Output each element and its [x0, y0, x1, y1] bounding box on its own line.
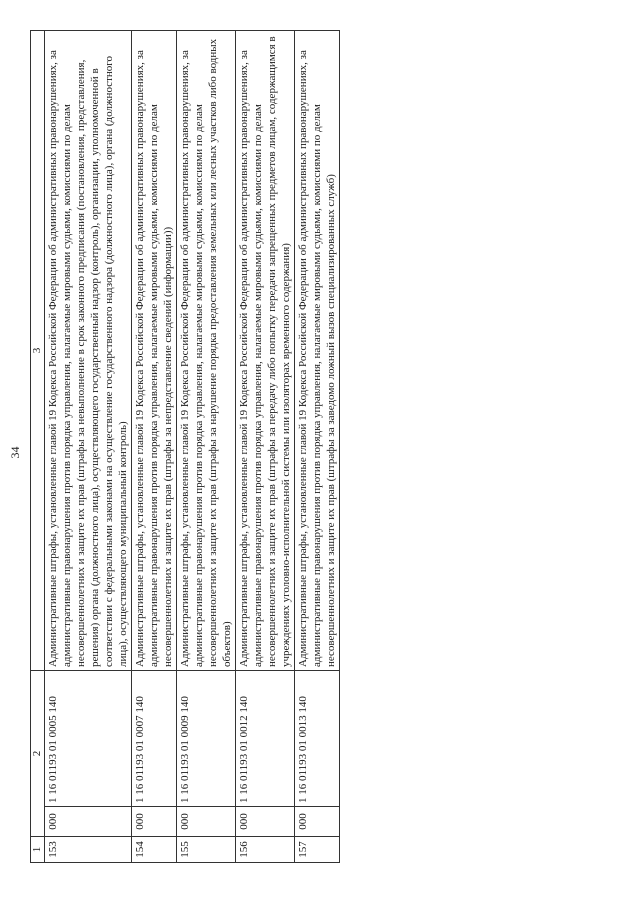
admin-code: 000: [295, 807, 340, 837]
header-col-2: 2: [31, 671, 45, 837]
table-row: [132, 31, 177, 863]
admin-code: 000: [177, 807, 236, 837]
budget-code: 1 16 01193 01 0009 140: [177, 671, 236, 807]
revenue-description: Административные штрафы, установленные главой 19 Кодекса Российской Федерации об административных правонарушениях, за административные правонарушения против порядка управления, налагаемые мировыми судьями, комиссиями по делам несовершеннолетних и защите их прав (штрафы за нарушение порядка предоставления земельных или лесных участков либо водных объектов): [177, 31, 236, 671]
revenue-description: Административные штрафы, установленные главой 19 Кодекса Российской Федерации об административных правонарушениях, за административные правонарушения против порядка управления, налагаемые мировыми судьями, комиссиями по делам несовершеннолетних и защите их прав (штрафы за непредставление сведений (информации)): [132, 31, 177, 671]
table-body: [31, 31, 340, 863]
table-row: [177, 31, 236, 863]
table-row: [45, 31, 132, 863]
budget-code: 1 16 01193 01 0012 140: [236, 671, 295, 807]
budget-code: 1 16 01193 01 0013 140: [295, 671, 340, 807]
revenue-description: Административные штрафы, установленные главой 19 Кодекса Российской Федерации об административных правонарушениях, за административные правонарушения против порядка управления, налагаемые мировыми судьями, комиссиями по делам несовершеннолетних и защите их прав (штрафы за заведомо ложный вызов специализированных служб): [295, 31, 340, 671]
table-row: [295, 31, 340, 863]
row-number: 154: [132, 837, 177, 863]
row-number: 156: [236, 837, 295, 863]
revenue-description: Административные штрафы, установленные главой 19 Кодекса Российской Федерации об административных правонарушениях, за административные правонарушения против порядка управления, налагаемые мировыми судьями, комиссиями по делам несовершеннолетних и защите их прав (штрафы за невыполнение в срок законного предписания (постановления, представления, решения) органа (должностного лица), осуществляющего государственный надзор (контроль), организации, уполномоченной в соответствии с федеральными законами на осуществление государственного надзора (должностного лица), органа (должностного лица), осуществляющего муниципальный контроль): [45, 31, 132, 671]
budget-code: 1 16 01193 01 0005 140: [45, 671, 132, 807]
admin-code: 000: [132, 807, 177, 837]
revenue-description: Административные штрафы, установленные главой 19 Кодекса Российской Федерации об административных правонарушениях, за административные правонарушения против порядка управления, налагаемые мировыми судьями, комиссиями по делам несовершеннолетних и защите их прав (штрафы за передачу либо попытку передачи запрещенных предметов лицам, содержащимся в учреждениях уголовно-исполнительной системы или изоляторах временного содержания): [236, 31, 295, 671]
table-header-row: [31, 31, 45, 863]
header-col-1: 1: [31, 837, 45, 863]
admin-code: 000: [45, 807, 132, 837]
header-col-3: 3: [31, 31, 45, 671]
row-number: 153: [45, 837, 132, 863]
budget-code: 1 16 01193 01 0007 140: [132, 671, 177, 807]
admin-code: 000: [236, 807, 295, 837]
row-number: 157: [295, 837, 340, 863]
page-number: 34: [8, 446, 22, 459]
table-row: [236, 31, 295, 863]
budget-codes-table: [30, 30, 340, 863]
row-number: 155: [177, 837, 236, 863]
